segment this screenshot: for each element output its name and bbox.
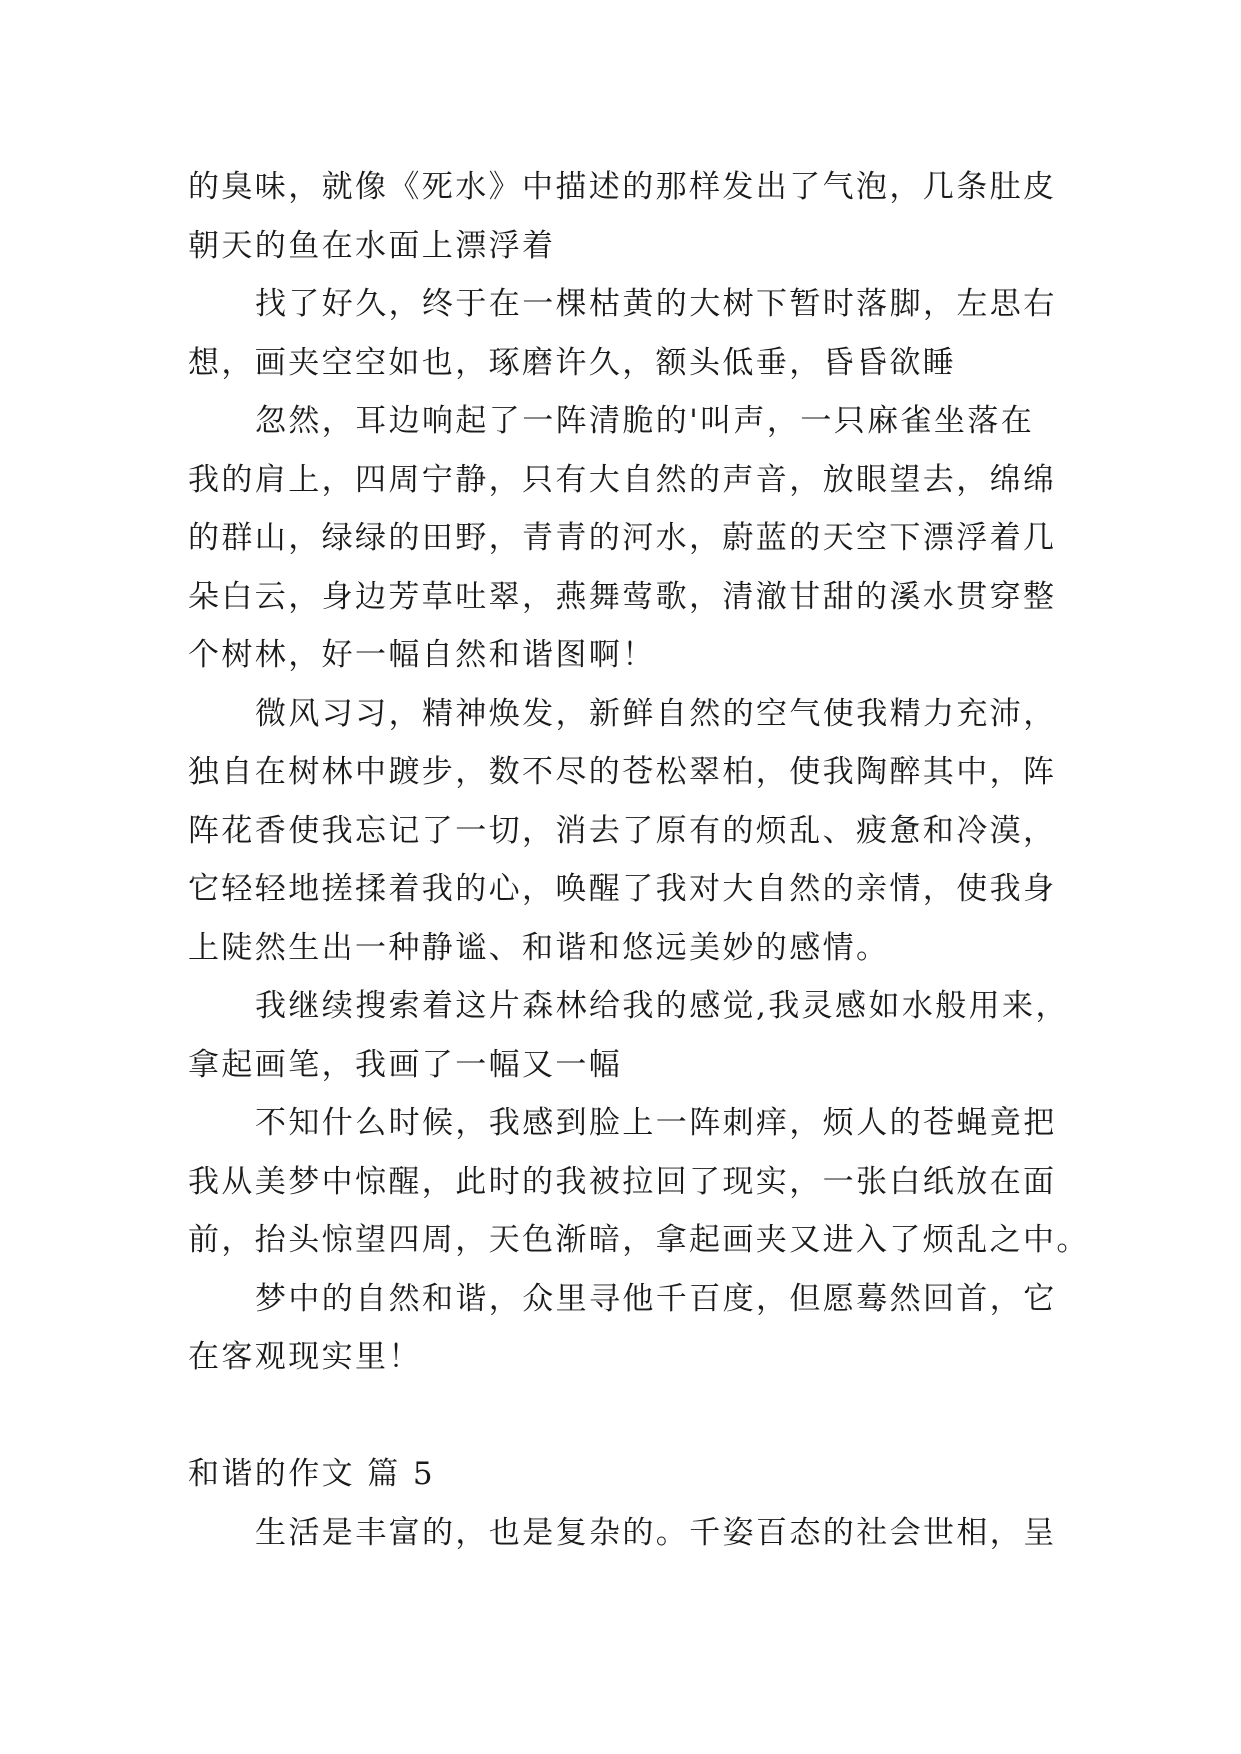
- text-line: 的群山，绿绿的田野，青青的河水，蔚蓝的天空下漂浮着几: [188, 520, 1057, 556]
- paragraph-start-line: 微风习习，精神焕发，新鲜自然的空气使我精力充沛，: [255, 695, 1057, 732]
- text-line: 朝天的鱼在水面上漂浮着: [188, 227, 556, 264]
- essay-body: [188, 158, 1090, 1562]
- section-gap: [188, 1387, 1068, 1446]
- text-line: 在客观现实里！: [188, 1339, 422, 1375]
- text-line: 拿起画笔，我画了一幅又一幅: [188, 1046, 623, 1083]
- paragraph-start-line: 梦中的自然和谐，众里寻他千百度，但愿蓦然回首，它: [255, 1280, 1057, 1317]
- text-line: 我从美梦中惊醒，此时的我被拉回了现实，一张白纸放在面: [188, 1163, 1057, 1200]
- paragraph-start-line: 我继续搜索着这片森林给我的感觉,我灵感如水般用来，: [255, 988, 1069, 1024]
- section-heading: 和谐的作文 篇 5: [188, 1456, 436, 1492]
- text-line: 的臭味，就像《死水》中描述的那样发出了气泡，几条肚皮: [188, 169, 1057, 205]
- text-line: 朵白云，身边芳草吐翠，燕舞莺歌，清澈甘甜的溪水贯穿整: [188, 578, 1057, 615]
- text-line: 个树林，好一幅自然和谐图啊！: [188, 637, 656, 673]
- paragraph-start-line: 不知什么时候，我感到脸上一阵刺痒，烦人的苍蝇竟把: [255, 1105, 1057, 1141]
- text-line: 想，画夹空空如也，琢磨许久，额头低垂，昏昏欲睡: [188, 344, 957, 381]
- paragraph-start-line: 忽然，耳边响起了一阵清脆的'叫声，一只麻雀坐落在: [255, 403, 1035, 439]
- text-line: 上陡然生出一种静谧、和谐和悠远美妙的感情。: [188, 929, 890, 966]
- text-line: 独自在树林中踱步，数不尽的苍松翠柏，使我陶醉其中，阵: [188, 754, 1057, 790]
- text-line: 它轻轻地搓揉着我的心，唤醒了我对大自然的亲情，使我身: [188, 871, 1057, 907]
- text-line: 前，抬头惊望四周，天色渐暗，拿起画夹又进入了烦乱之中。: [188, 1222, 1090, 1258]
- paragraph-start-line: 找了好久，终于在一棵枯黄的大树下暂时落脚，左思右: [255, 286, 1057, 322]
- paragraph-start-line: 生活是丰富的，也是复杂的。千姿百态的社会世相，呈: [255, 1514, 1057, 1551]
- text-line: 我的肩上，四周宁静，只有大自然的声音，放眼望去，绵绵: [188, 461, 1057, 498]
- text-line: 阵花香使我忘记了一切，消去了原有的烦乱、疲惫和冷漠，: [188, 812, 1057, 849]
